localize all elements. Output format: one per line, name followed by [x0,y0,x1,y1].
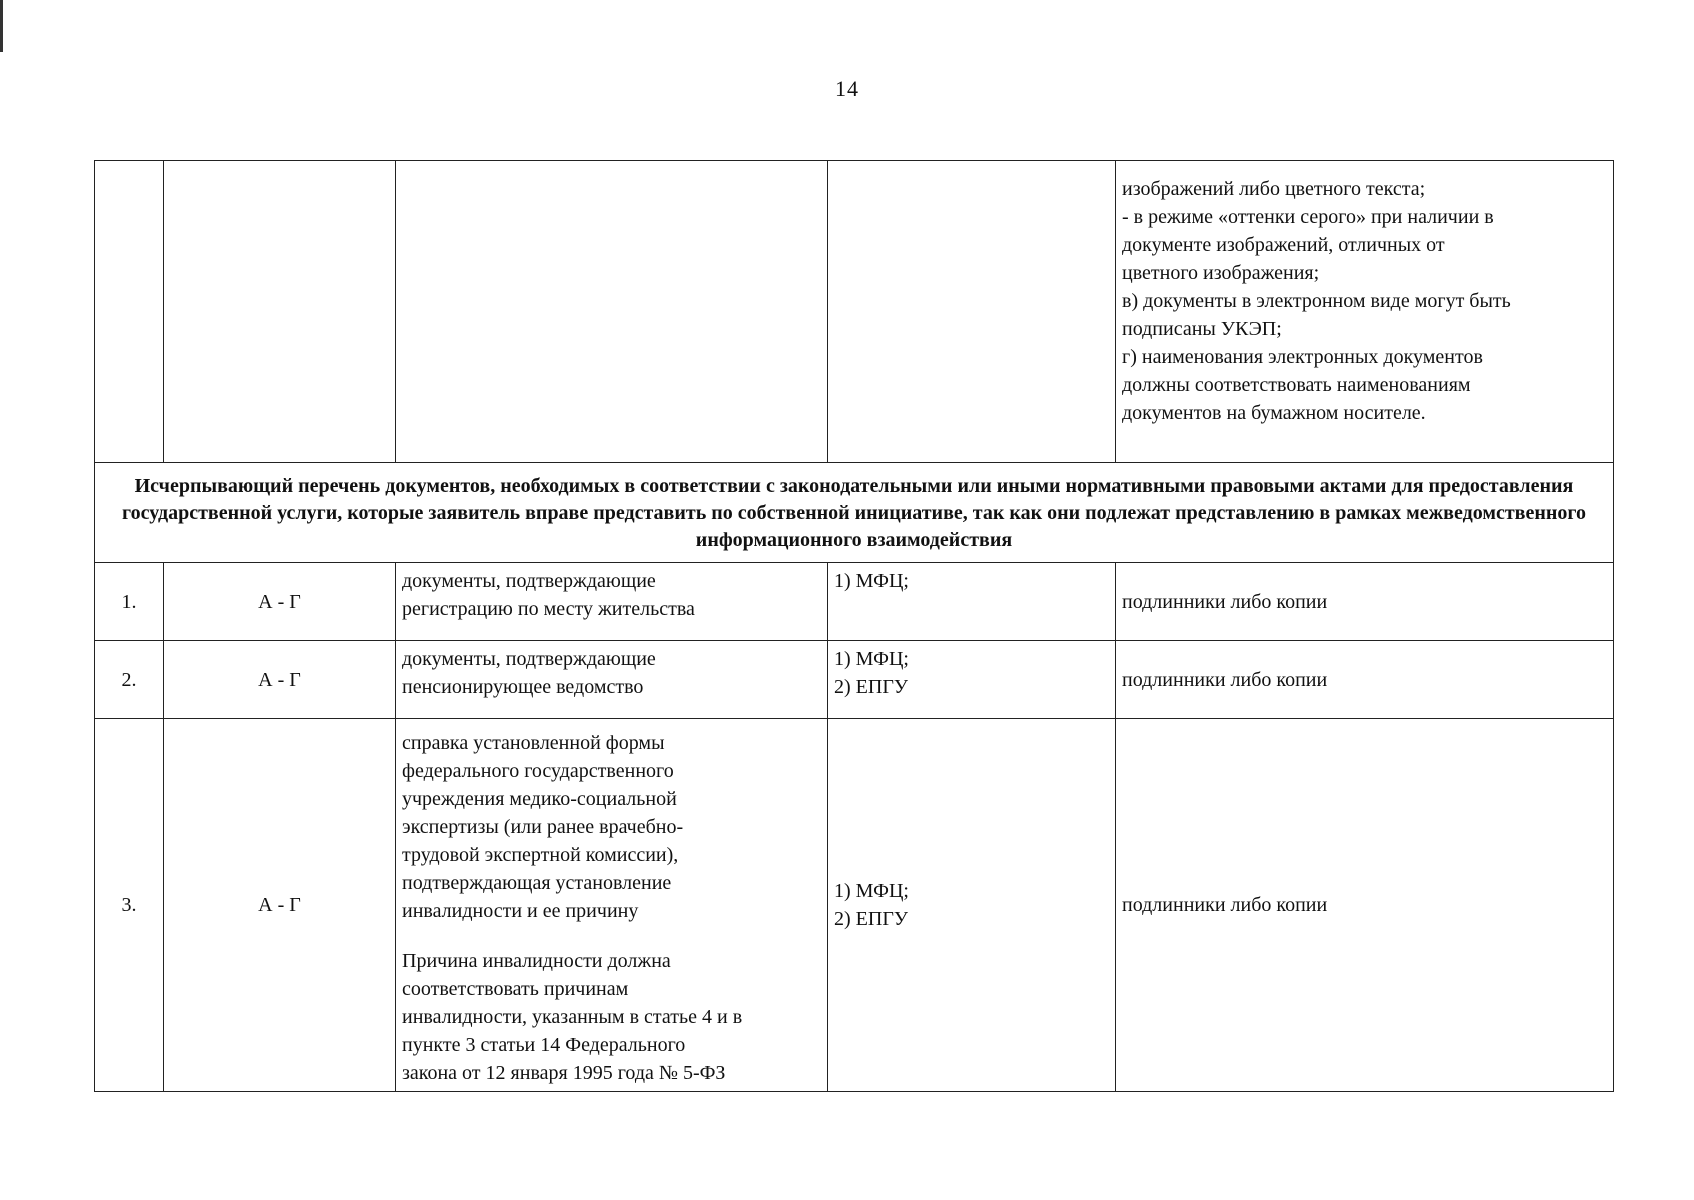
document-line: экспертизы (или ранее врачебно- [402,816,684,838]
requirements-line: - в режиме «оттенки серого» при наличии в [1122,206,1494,228]
requirements-line: документов на бумажном носителе. [1122,402,1426,424]
row-category: А - Г [164,641,396,719]
requirements-line: цветного изображения; [1122,262,1320,284]
section-header-row [95,463,1614,563]
requirements-line: изображений либо цветного текста; [1122,178,1426,200]
document-note-line: закона от 12 января 1995 года № 5-ФЗ [402,1062,726,1084]
scan-edge-mark [0,0,3,52]
document-line: учреждения медико-социальной [402,788,677,810]
row-requirements: подлинники либо копии [1116,563,1614,641]
table-row [95,563,1614,641]
cell-num-empty [95,161,164,463]
row-number: 3. [95,719,164,1092]
row-channels [828,641,1116,719]
document-line: регистрацию по месту жительства [402,598,695,620]
channel-item: 1) МФЦ; [834,880,909,902]
document-line: инвалидности и ее причину [402,900,639,922]
document-line: подтверждающая установление [402,872,672,894]
requirements-line: г) наименования электронных документов [1122,346,1483,368]
row-channels [828,719,1116,1092]
row-channels [828,563,1116,641]
documents-table [94,160,1614,1092]
document-note-line: Причина инвалидности должна [402,950,671,972]
cell-channels-empty [828,161,1116,463]
document-line: трудовой экспертной комиссии), [402,844,679,866]
continuation-row [95,161,1614,463]
document-line: пенсионирующее ведомство [402,676,644,698]
channel-item: 2) ЕПГУ [834,908,909,930]
row-number: 1. [95,563,164,641]
paragraph-gap [402,925,821,947]
channel-item: 1) МФЦ; [834,648,909,670]
table-row [95,641,1614,719]
row-document [396,719,828,1092]
row-requirements: подлинники либо копии [1116,641,1614,719]
document-line: справка установленной формы [402,732,665,754]
requirements-line: документе изображений, отличных от [1122,234,1445,256]
requirements-line: подписаны УКЭП; [1122,318,1282,340]
cell-requirements-continued [1116,161,1614,463]
page-number: 14 [835,76,859,101]
cell-category-empty [164,161,396,463]
row-document [396,641,828,719]
table-row [95,719,1614,1092]
section-header: Исчерпывающий перечень документов, необходимых в соответствии с законодательными или иными нормативными правовыми актами для предоставления государственной услуги, которые заявитель вправе представить по собственной инициативе, так как они подлежат представлению в рамках межведомственного информационного взаимодействия [95,463,1614,563]
requirements-line: должны соответствовать наименованиям [1122,374,1471,396]
cell-document-empty [396,161,828,463]
document-note-line: пункте 3 статьи 14 Федерального [402,1034,686,1056]
channel-item: 2) ЕПГУ [834,676,909,698]
document-line: документы, подтверждающие [402,570,656,592]
row-document [396,563,828,641]
row-category: А - Г [164,719,396,1092]
document-line: федерального государственного [402,760,674,782]
requirements-line: в) документы в электронном виде могут быть [1122,290,1511,312]
document-line: документы, подтверждающие [402,648,656,670]
row-category: А - Г [164,563,396,641]
row-number: 2. [95,641,164,719]
document-note-line: инвалидности, указанным в статье 4 и в [402,1006,743,1028]
row-requirements: подлинники либо копии [1116,719,1614,1092]
channel-item: 1) МФЦ; [834,570,909,592]
document-note-line: соответствовать причинам [402,978,629,1000]
